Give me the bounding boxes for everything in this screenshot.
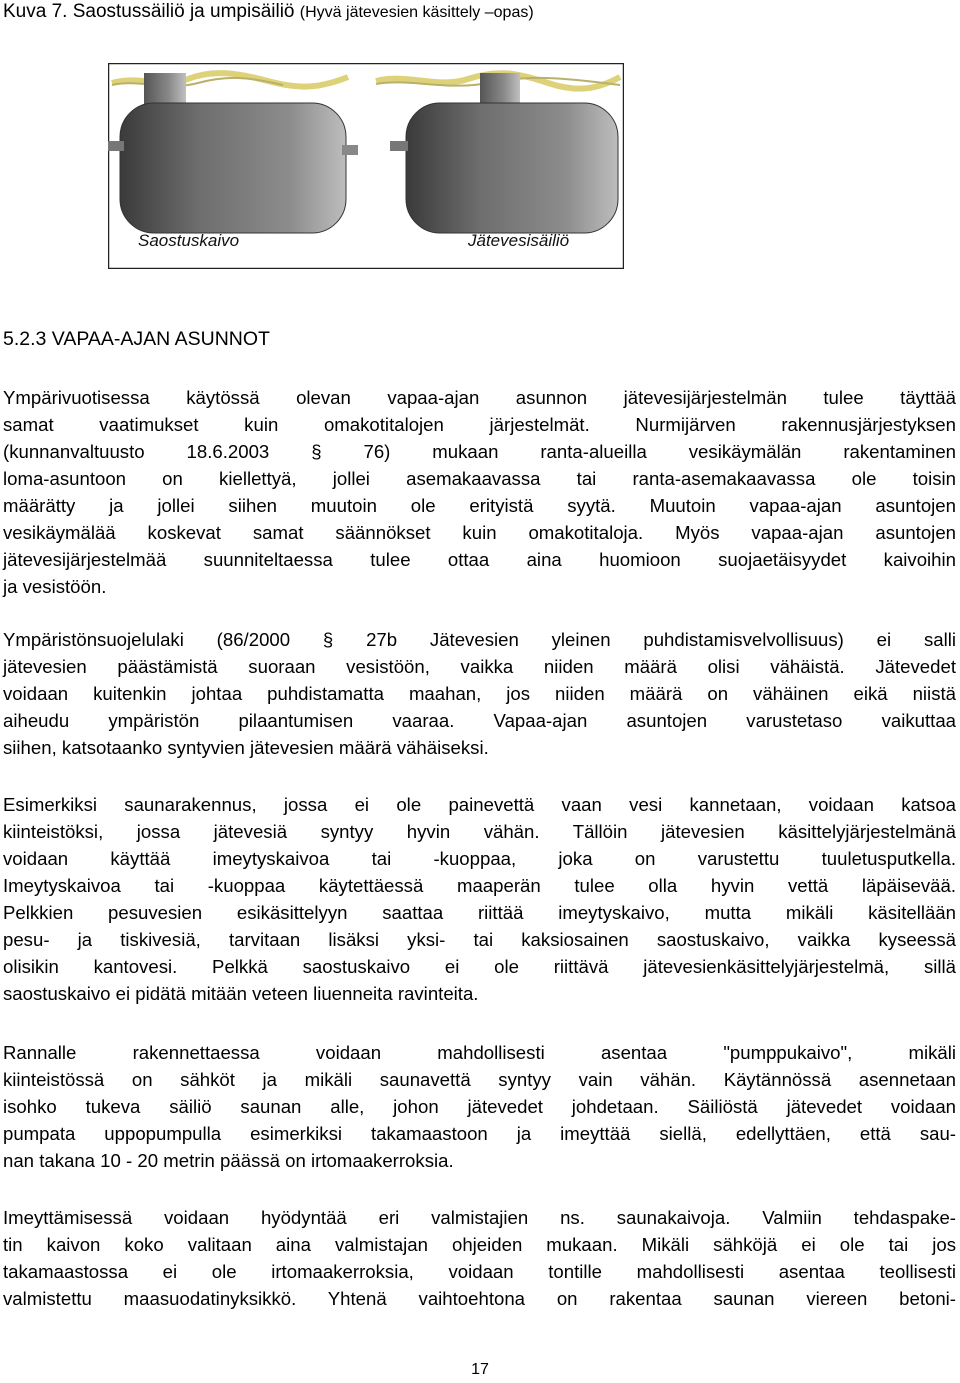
text-line: voidaan kuitenkin johtaa puhdistamatta maahan, jos niiden määrä on vähäinen eikä niistä xyxy=(3,683,956,704)
text-line: samat vaatimukset kuin omakotitalojen järjestelmät. Nurmijärven rakennusjärjestyksen xyxy=(3,414,956,435)
text-line: nan takana 10 - 20 metrin päässä on irtomaakerroksia. xyxy=(3,1150,454,1171)
text-line: aiheudu ympäristön pilaantumisen vaaraa. Vapaa-ajan asuntojen varustetaso vaikuttaa xyxy=(3,710,956,731)
text-line: Imeyttämisessä voidaan hyödyntää eri valmistajien ns. saunakaivoja. Valmiin tehdaspake- xyxy=(3,1207,956,1228)
text-line: tin kaivon koko valitaan aina valmistajan ohjeiden mukaan. Mikäli sähköjä ei ole tai jos xyxy=(3,1234,956,1255)
text-line: kiinteistöksi, jossa jätevesiä syntyy hyvin vähän. Tällöin jätevesien käsittelyjärjestelmänä xyxy=(3,821,956,842)
text-line: Ympäristönsuojelulaki (86/2000 § 27b Jätevesien yleinen puhdistamisvelvollisuus) ei salli xyxy=(3,629,956,650)
text-line: jätevesien päästämistä suoraan vesistöön, vaikka niiden määrä olisi vähäistä. Jätevedet xyxy=(3,656,956,677)
text-line: kiinteistössä on sähköt ja mikäli saunavettä syntyy vain vähän. Käytännössä asennetaan xyxy=(3,1069,956,1090)
left-tank-label: Saostuskaivo xyxy=(138,231,240,250)
figure-caption xyxy=(3,0,534,25)
text-line: ja vesistöön. xyxy=(3,576,107,597)
text-line: Pelkkien pesuvesien esikäsittelyyn saattaa riittää imeytyskaivo, mutta mikäli käsitellään xyxy=(3,902,956,923)
caption-main: Kuva 7. Saostussäiliö ja umpisäiliö xyxy=(3,1,295,22)
tank-figure xyxy=(108,63,624,269)
caption-source: (Hyvä jätevesien käsittely –opas) xyxy=(299,4,534,21)
text-line: olisikin kantovesi. Pelkkä saostuskaivo ei ole riittävä jätevesienkäsittelyjärjestelmä, sillä xyxy=(3,956,956,977)
text-line: siihen, katsotaanko syntyvien jätevesien määrä vähäiseksi. xyxy=(3,737,489,758)
paragraph-5 xyxy=(3,1204,956,1312)
text-line: (kunnanvaltuusto 18.6.2003 § 76) mukaan ranta-alueilla vesikäymälän rakentaminen xyxy=(3,441,956,462)
text-line: valmistettu maasuodatinyksikkö. Yhtenä vaihtoehtona on rakentaa saunan viereen betoni- xyxy=(3,1288,956,1309)
paragraph-1 xyxy=(3,384,956,600)
text-line: saostuskaivo ei pidätä mitään veteen liuenneita ravinteita. xyxy=(3,983,479,1004)
tank-body xyxy=(120,103,346,233)
text-line: Imeytyskaivoa tai -kuoppaa käytettäessä maaperän tulee olla hyvin vettä läpäisevää. xyxy=(3,875,956,896)
text-line: loma-asuntoon on kiellettyä, jollei asemakaavassa tai ranta-asemakaavassa ole toisin xyxy=(3,468,956,489)
page-number: 17 xyxy=(471,1361,489,1378)
text-line: pumpata uppopumpulla esimerkiksi takamaastoon ja imeyttää siellä, edellyttäen, että sau- xyxy=(3,1123,956,1144)
outlet-pipe xyxy=(342,145,358,155)
tank-illustration xyxy=(108,63,624,269)
section-heading: 5.2.3 VAPAA-AJAN ASUNNOT xyxy=(3,328,270,350)
text-line: jätevesijärjestelmää suunniteltaessa tulee ottaa aina huomioon suojaetäisyydet kaivoihin xyxy=(3,549,956,570)
inlet-pipe xyxy=(108,141,124,151)
text-line: Esimerkiksi saunarakennus, jossa ei ole painevettä vaan vesi kannetaan, voidaan katsoa xyxy=(3,794,956,815)
text-line: voidaan käyttää imeytyskaivoa tai -kuoppaa, joka on varustettu tuuletusputkella. xyxy=(3,848,956,869)
tank-neck xyxy=(144,73,186,105)
paragraph-3 xyxy=(3,791,956,1007)
text-line: vesikäymälää koskevat samat säännökset kuin omakotitaloja. Myös vapaa-ajan asuntojen xyxy=(3,522,956,543)
inlet-pipe xyxy=(390,141,408,151)
tank-body xyxy=(406,103,618,233)
text-line: takamaastossa ei ole irtomaakerroksia, voidaan tontille mahdollisesti asentaa teollisesti xyxy=(3,1261,956,1282)
text-line: määrätty ja jollei siihen muutoin ole erityistä syytä. Muutoin vapaa-ajan asuntojen xyxy=(3,495,956,516)
text-line: Rannalle rakennettaessa voidaan mahdollisesti asentaa "pumppukaivo", mikäli xyxy=(3,1042,956,1063)
paragraph-2 xyxy=(3,626,956,761)
text-line: isohko tukeva säiliö saunan alle, johon jätevedet johdetaan. Säiliöstä jätevedet voidaan xyxy=(3,1096,956,1117)
paragraph-4 xyxy=(3,1039,956,1174)
right-tank-label: Jätevesisäiliö xyxy=(468,231,570,250)
text-line: pesu- ja tiskivesiä, tarvitaan lisäksi yksi- tai kaksiosainen saostuskaivo, vaikka kyseessä xyxy=(3,929,956,950)
text-line: Ympärivuotisessa käytössä olevan vapaa-ajan asunnon jätevesijärjestelmän tulee täyttää xyxy=(3,387,956,408)
tank-neck xyxy=(480,73,520,105)
